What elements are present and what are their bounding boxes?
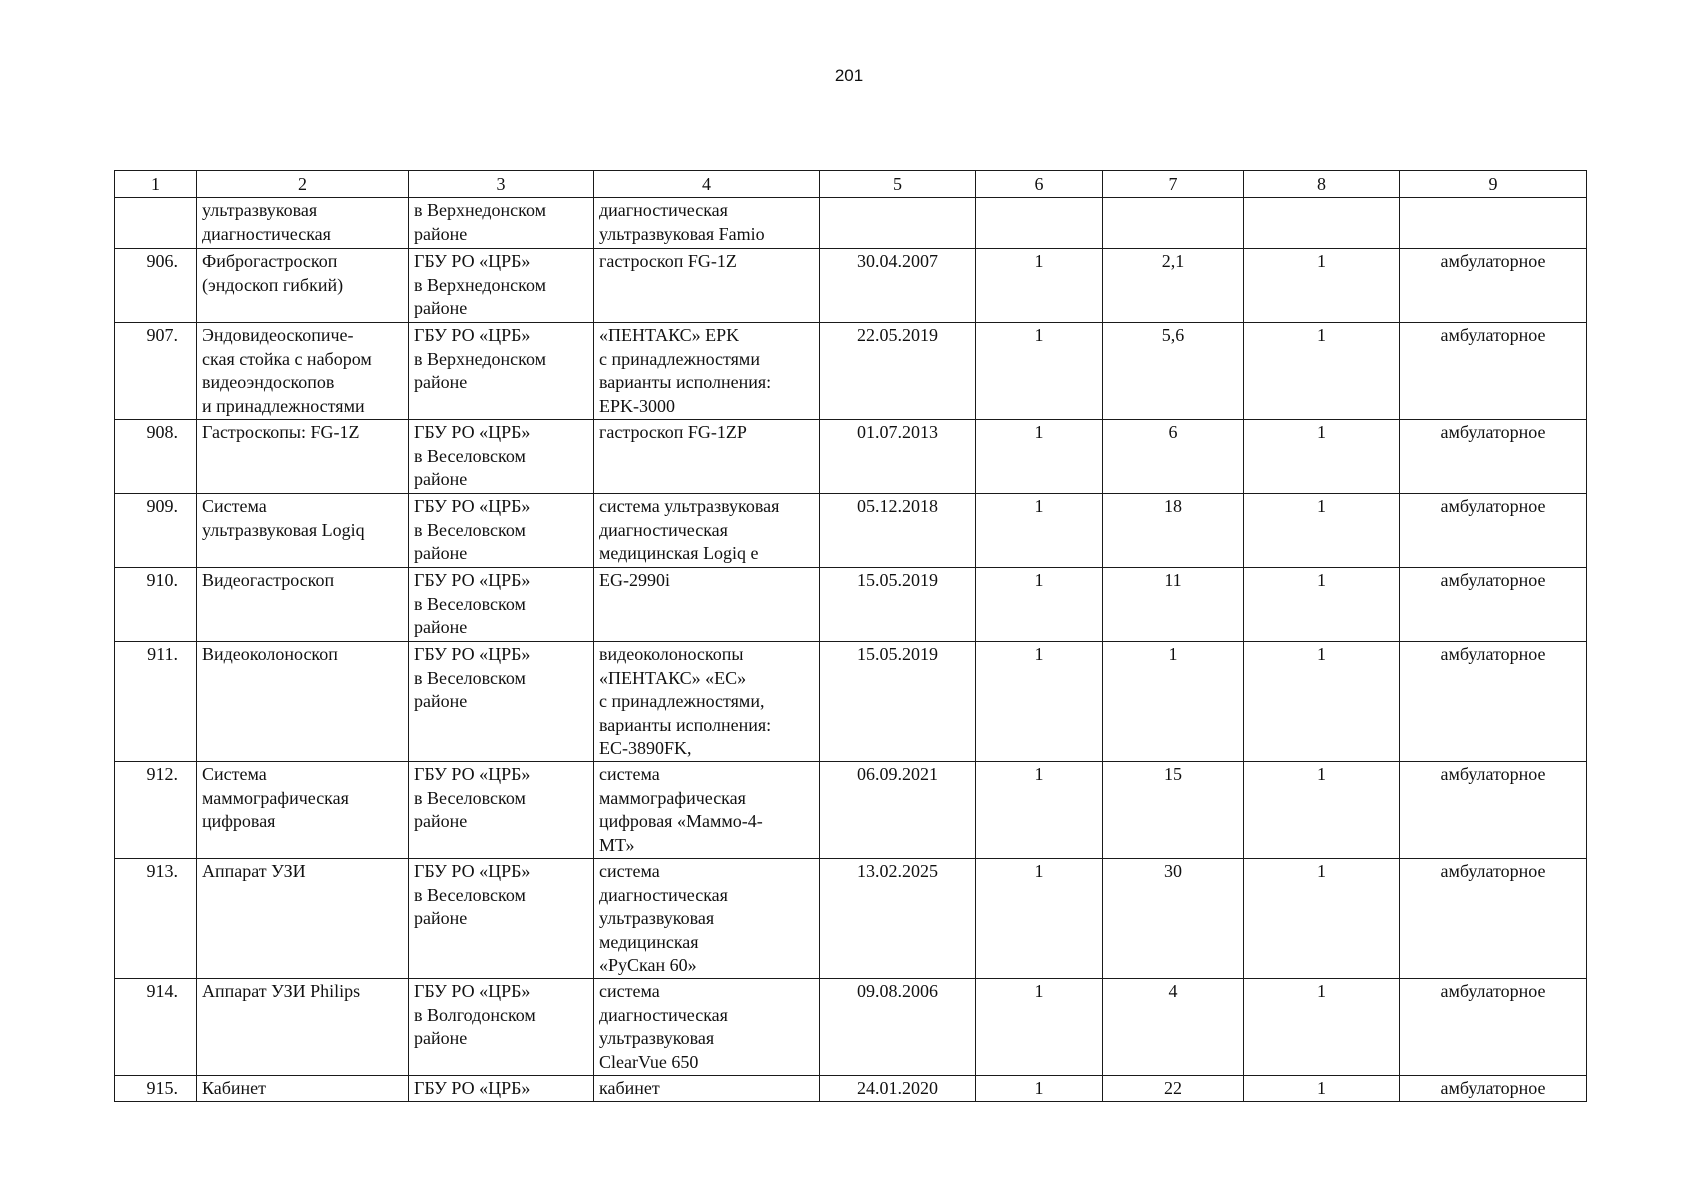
cell-name: Видеогастроскоп: [197, 568, 409, 642]
cell-shift: 1: [1244, 249, 1400, 323]
cell-name: Гастроскопы: FG-1Z: [197, 420, 409, 494]
cell-organization: в Верхнедонском районе: [409, 198, 594, 249]
cell-value: 30: [1103, 859, 1244, 979]
cell-date: 22.05.2019: [820, 323, 976, 420]
cell-name: Кабинет: [197, 1076, 409, 1102]
cell-number: 908.: [115, 420, 197, 494]
cell-value: 15: [1103, 762, 1244, 859]
cell-number: 907.: [115, 323, 197, 420]
cell-quantity: 1: [976, 979, 1103, 1076]
cell-name: Система маммографическая цифровая: [197, 762, 409, 859]
cell-organization: ГБУ РО «ЦРБ» в Веселовском районе: [409, 642, 594, 762]
cell-shift: 1: [1244, 568, 1400, 642]
cell-date: 06.09.2021: [820, 762, 976, 859]
column-header: 8: [1244, 171, 1400, 198]
table-row: [115, 568, 1587, 642]
cell-quantity: 1: [976, 323, 1103, 420]
cell-care-type: амбулаторное: [1400, 642, 1587, 762]
cell-value: 11: [1103, 568, 1244, 642]
cell-organization: ГБУ РО «ЦРБ» в Верхнедонском районе: [409, 323, 594, 420]
table-row: [115, 979, 1587, 1076]
cell-shift: 1: [1244, 762, 1400, 859]
cell-organization: ГБУ РО «ЦРБ» в Веселовском районе: [409, 762, 594, 859]
cell-name: Аппарат УЗИ: [197, 859, 409, 979]
cell-date: [820, 198, 976, 249]
cell-care-type: [1400, 198, 1587, 249]
cell-date: 30.04.2007: [820, 249, 976, 323]
cell-model: кабинет: [594, 1076, 820, 1102]
cell-care-type: амбулаторное: [1400, 249, 1587, 323]
cell-number: 913.: [115, 859, 197, 979]
cell-value: 18: [1103, 494, 1244, 568]
cell-shift: 1: [1244, 642, 1400, 762]
cell-quantity: 1: [976, 1076, 1103, 1102]
column-header: 7: [1103, 171, 1244, 198]
cell-quantity: 1: [976, 494, 1103, 568]
cell-organization: ГБУ РО «ЦРБ» в Верхнедонском районе: [409, 249, 594, 323]
cell-date: 13.02.2025: [820, 859, 976, 979]
cell-date: 24.01.2020: [820, 1076, 976, 1102]
cell-name: Эндовидеоскопиче- ская стойка с набором видеоэндоскопов и принадлежностями: [197, 323, 409, 420]
table-header-row: [115, 171, 1587, 198]
column-header: 3: [409, 171, 594, 198]
cell-quantity: 1: [976, 568, 1103, 642]
cell-number: 910.: [115, 568, 197, 642]
equipment-table: [114, 170, 1587, 1102]
column-header: 2: [197, 171, 409, 198]
table-row: [115, 1076, 1587, 1102]
cell-quantity: 1: [976, 249, 1103, 323]
cell-quantity: 1: [976, 420, 1103, 494]
cell-shift: 1: [1244, 494, 1400, 568]
table-row: [115, 198, 1587, 249]
cell-care-type: амбулаторное: [1400, 1076, 1587, 1102]
cell-date: 01.07.2013: [820, 420, 976, 494]
cell-value: 5,6: [1103, 323, 1244, 420]
cell-model: система ультразвуковая диагностическая медицинская Logiq e: [594, 494, 820, 568]
cell-care-type: амбулаторное: [1400, 762, 1587, 859]
cell-number: 906.: [115, 249, 197, 323]
cell-date: 09.08.2006: [820, 979, 976, 1076]
cell-shift: 1: [1244, 1076, 1400, 1102]
cell-name: Видеоколоноскоп: [197, 642, 409, 762]
table-row: [115, 762, 1587, 859]
cell-model: система маммографическая цифровая «Маммо-4- МТ»: [594, 762, 820, 859]
cell-organization: ГБУ РО «ЦРБ» в Веселовском районе: [409, 859, 594, 979]
cell-value: [1103, 198, 1244, 249]
cell-name: Система ультразвуковая Logiq: [197, 494, 409, 568]
cell-number: 912.: [115, 762, 197, 859]
cell-quantity: [976, 198, 1103, 249]
cell-number: 909.: [115, 494, 197, 568]
cell-model: диагностическая ультразвуковая Famio: [594, 198, 820, 249]
cell-value: 1: [1103, 642, 1244, 762]
cell-value: 2,1: [1103, 249, 1244, 323]
cell-number: 914.: [115, 979, 197, 1076]
cell-organization: ГБУ РО «ЦРБ» в Волгодонском районе: [409, 979, 594, 1076]
cell-care-type: амбулаторное: [1400, 568, 1587, 642]
table-row: [115, 249, 1587, 323]
cell-number: [115, 198, 197, 249]
cell-quantity: 1: [976, 762, 1103, 859]
table-row: [115, 859, 1587, 979]
cell-care-type: амбулаторное: [1400, 420, 1587, 494]
cell-model: «ПЕНТАКС» EPK с принадлежностями варианты исполнения: EPK-3000: [594, 323, 820, 420]
cell-name: ультразвуковая диагностическая: [197, 198, 409, 249]
table-row: [115, 420, 1587, 494]
cell-quantity: 1: [976, 642, 1103, 762]
column-header: 6: [976, 171, 1103, 198]
column-header: 9: [1400, 171, 1587, 198]
cell-value: 4: [1103, 979, 1244, 1076]
cell-care-type: амбулаторное: [1400, 494, 1587, 568]
cell-care-type: амбулаторное: [1400, 859, 1587, 979]
table-row: [115, 494, 1587, 568]
cell-shift: [1244, 198, 1400, 249]
cell-shift: 1: [1244, 859, 1400, 979]
cell-model: гастроскоп FG-1Z: [594, 249, 820, 323]
cell-date: 15.05.2019: [820, 642, 976, 762]
cell-number: 915.: [115, 1076, 197, 1102]
cell-name: Фиброгастроскоп (эндоскоп гибкий): [197, 249, 409, 323]
table-row: [115, 642, 1587, 762]
cell-date: 05.12.2018: [820, 494, 976, 568]
cell-model: видеоколоноскопы «ПЕНТАКС» «EC» с принадлежностями, варианты исполнения: EC-3890FK,: [594, 642, 820, 762]
cell-shift: 1: [1244, 979, 1400, 1076]
cell-care-type: амбулаторное: [1400, 323, 1587, 420]
cell-care-type: амбулаторное: [1400, 979, 1587, 1076]
cell-value: 22: [1103, 1076, 1244, 1102]
cell-shift: 1: [1244, 323, 1400, 420]
column-header: 5: [820, 171, 976, 198]
table-row: [115, 323, 1587, 420]
cell-quantity: 1: [976, 859, 1103, 979]
cell-organization: ГБУ РО «ЦРБ» в Веселовском районе: [409, 494, 594, 568]
column-header: 1: [115, 171, 197, 198]
cell-model: система диагностическая ультразвуковая медицинская «РуСкан 60»: [594, 859, 820, 979]
page-number: 201: [834, 66, 864, 85]
cell-organization: ГБУ РО «ЦРБ»: [409, 1076, 594, 1102]
cell-model: система диагностическая ультразвуковая ClearVue 650: [594, 979, 820, 1076]
cell-shift: 1: [1244, 420, 1400, 494]
cell-date: 15.05.2019: [820, 568, 976, 642]
cell-model: гастроскоп FG-1ZP: [594, 420, 820, 494]
cell-number: 911.: [115, 642, 197, 762]
cell-model: EG-2990i: [594, 568, 820, 642]
cell-organization: ГБУ РО «ЦРБ» в Веселовском районе: [409, 420, 594, 494]
cell-value: 6: [1103, 420, 1244, 494]
column-header: 4: [594, 171, 820, 198]
cell-name: Аппарат УЗИ Philips: [197, 979, 409, 1076]
cell-organization: ГБУ РО «ЦРБ» в Веселовском районе: [409, 568, 594, 642]
